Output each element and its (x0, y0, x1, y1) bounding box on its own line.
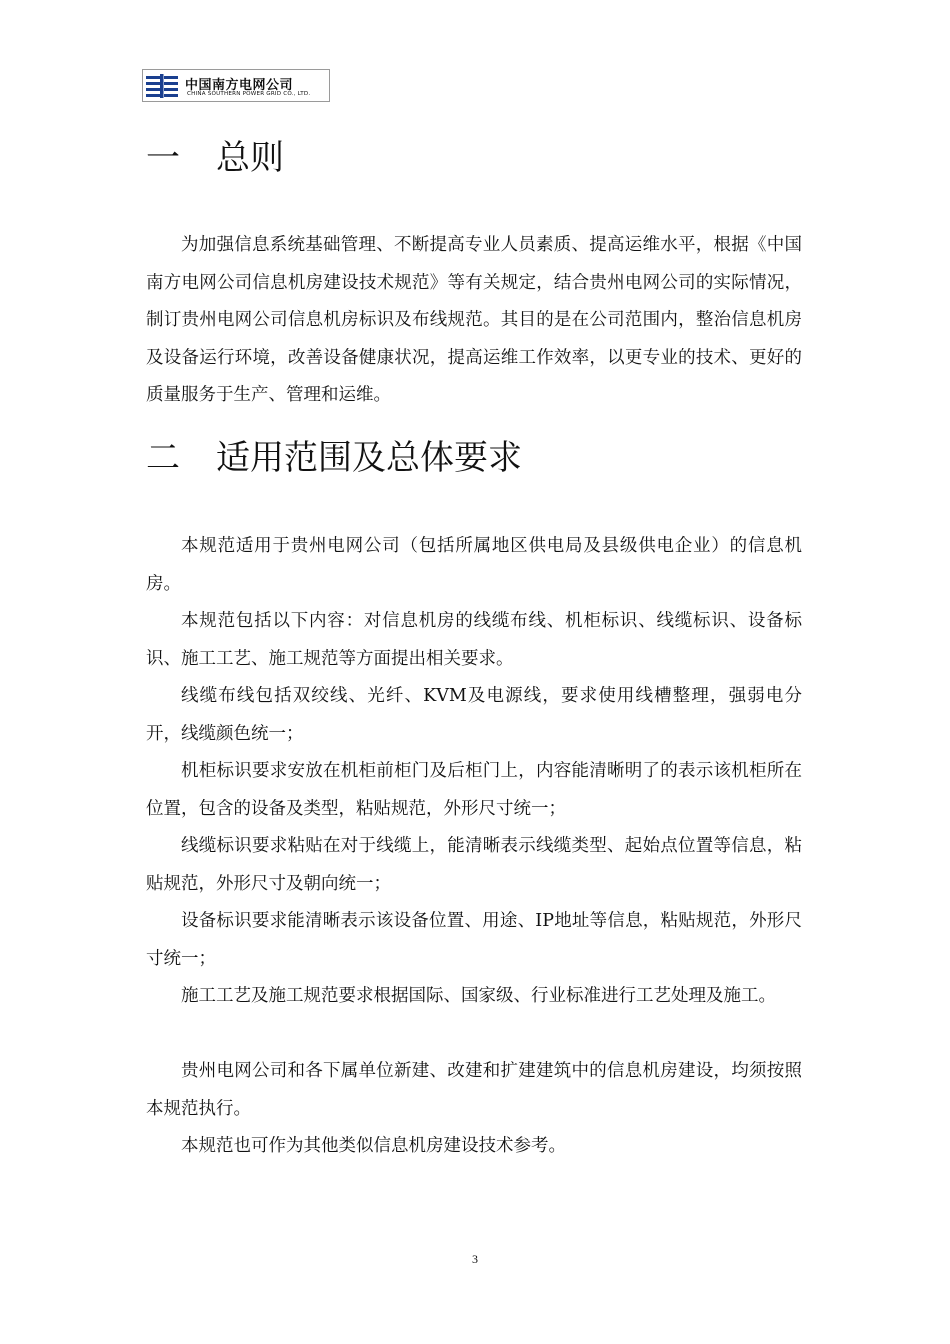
section-heading (146, 138, 284, 178)
page-number: 3 (472, 1252, 478, 1266)
logo-chinese-name: 中国南方电网公司 (185, 78, 294, 93)
body-paragraph: 本规范包括以下内容：对信息机房的线缆布线、机柜标识、线缆标识、设备标识、施工工艺、施工规范等方面提出相关要求。 (146, 611, 802, 669)
body-paragraph: 线缆标识要求粘贴在对于线缆上，能清晰表示线缆类型、起始点位置等信息，粘贴规范，外形尺寸及朝向统一； (146, 836, 802, 894)
power-grid-logo-icon (146, 74, 180, 98)
section-title: 适用范围及总体要求 (216, 438, 522, 478)
body-paragraph: 机柜标识要求安放在机柜前柜门及后柜门上，内容能清晰明了的表示该机柜所在位置，包含的设备及类型，粘贴规范，外形尺寸统一； (146, 761, 802, 819)
body-paragraph: 贵州电网公司和各下属单位新建、改建和扩建建筑中的信息机房建设，均须按照本规范执行。 (146, 1061, 802, 1119)
logo-english-name: CHINA SOUTHERN POWER GRID CO., LTD. (187, 91, 311, 97)
section-number: 二 (146, 438, 180, 478)
section-title: 总则 (216, 138, 284, 178)
body-paragraph: 施工工艺及施工规范要求根据国际、国家级、行业标准进行工艺处理及施工。 (181, 986, 776, 1006)
company-logo (142, 69, 330, 102)
section-number: 一 (146, 138, 180, 178)
body-paragraph: 本规范也可作为其他类似信息机房建设技术参考。 (181, 1136, 566, 1156)
body-paragraph: 设备标识要求能清晰表示该设备位置、用途、IP地址等信息，粘贴规范，外形尺寸统一； (146, 911, 802, 969)
body-paragraph: 为加强信息系统基础管理、不断提高专业人员素质、提高运维水平，根据《中国南方电网公司信息机房建设技术规范》等有关规定，结合贵州电网公司的实际情况，制订贵州电网公司信息机房标识及布线规范。其目的是在公司范围内，整治信息机房及设备运行环境，改善设备健康状况，提高运维工作效率，以更专业的技术、更好的质量服务于生产、管理和运维。 (146, 235, 802, 405)
body-paragraph: 本规范适用于贵州电网公司（包括所属地区供电局及县级供电企业）的信息机房。 (146, 536, 802, 594)
section-heading (146, 438, 522, 478)
body-paragraph: 线缆布线包括双绞线、光纤、KVM及电源线，要求使用线槽整理，强弱电分开，线缆颜色统一； (146, 686, 802, 744)
